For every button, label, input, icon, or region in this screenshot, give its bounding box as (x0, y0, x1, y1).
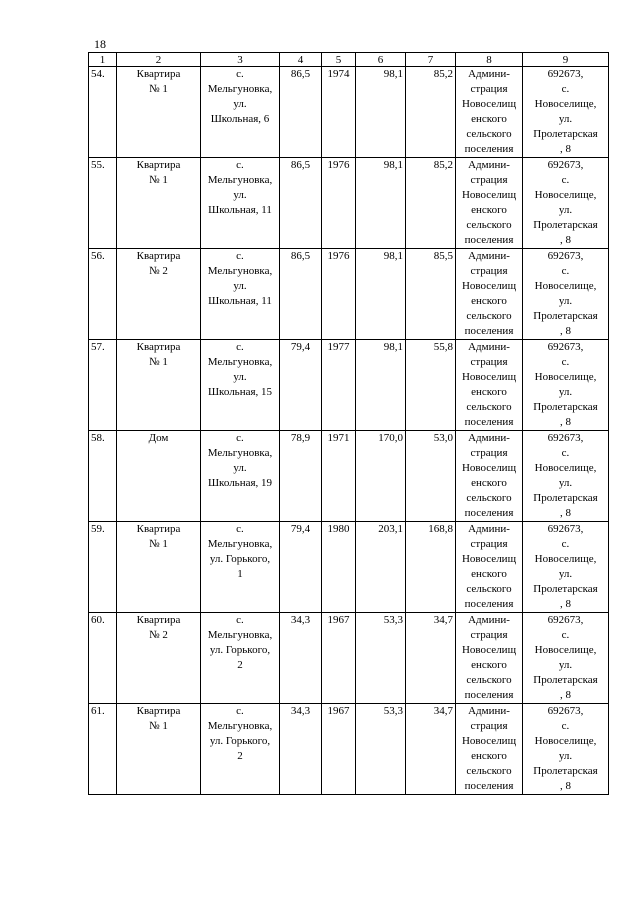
column-number-3: 3 (201, 53, 280, 67)
table-body (89, 53, 609, 795)
cost-value: 170,0 (356, 431, 406, 522)
owner-name: Админи- страция Новоселищ енского сельского поселения (456, 431, 523, 522)
object-address: с. Мельгуновка, ул. Школьная, 15 (201, 340, 280, 431)
table-row (89, 522, 609, 613)
object-name: Квартира № 1 (117, 340, 201, 431)
owner-address: 692673, с. Новоселище, ул. Пролетарская , 8 (523, 249, 609, 340)
column-number-1: 1 (89, 53, 117, 67)
object-name: Квартира № 2 (117, 249, 201, 340)
owner-name: Админи- страция Новоселищ енского сельского поселения (456, 522, 523, 613)
cost-value: 98,1 (356, 340, 406, 431)
owner-name: Админи- страция Новоселищ енского сельского поселения (456, 340, 523, 431)
owner-address: 692673, с. Новоселище, ул. Пролетарская , 8 (523, 522, 609, 613)
area-value: 34,3 (280, 704, 322, 795)
row-number: 56. (89, 249, 117, 340)
object-address: с. Мельгуновка, ул. Школьная, 19 (201, 431, 280, 522)
row-number: 54. (89, 67, 117, 158)
object-address: с. Мельгуновка, ул. Школьная, 6 (201, 67, 280, 158)
residual-value: 168,8 (406, 522, 456, 613)
row-number: 61. (89, 704, 117, 795)
area-value: 79,4 (280, 340, 322, 431)
object-address: с. Мельгуновка, ул. Школьная, 11 (201, 158, 280, 249)
object-address: с. Мельгуновка, ул. Горького, 1 (201, 522, 280, 613)
column-number-2: 2 (117, 53, 201, 67)
cost-value: 53,3 (356, 613, 406, 704)
area-value: 86,5 (280, 67, 322, 158)
column-number-5: 5 (322, 53, 356, 67)
row-number: 57. (89, 340, 117, 431)
table-row (89, 613, 609, 704)
year-value: 1980 (322, 522, 356, 613)
area-value: 86,5 (280, 158, 322, 249)
table-header-row (89, 53, 609, 67)
table-row (89, 67, 609, 158)
year-value: 1967 (322, 613, 356, 704)
row-number: 59. (89, 522, 117, 613)
owner-name: Админи- страция Новоселищ енского сельского поселения (456, 613, 523, 704)
owner-address: 692673, с. Новоселище, ул. Пролетарская , 8 (523, 158, 609, 249)
object-address: с. Мельгуновка, ул. Горького, 2 (201, 613, 280, 704)
column-number-7: 7 (406, 53, 456, 67)
object-address: с. Мельгуновка, ул. Горького, 2 (201, 704, 280, 795)
object-name: Квартира № 1 (117, 522, 201, 613)
owner-address: 692673, с. Новоселище, ул. Пролетарская , 8 (523, 340, 609, 431)
row-number: 60. (89, 613, 117, 704)
cost-value: 98,1 (356, 249, 406, 340)
table-row (89, 158, 609, 249)
year-value: 1967 (322, 704, 356, 795)
area-value: 79,4 (280, 522, 322, 613)
year-value: 1976 (322, 158, 356, 249)
property-registry-table (88, 52, 609, 795)
year-value: 1971 (322, 431, 356, 522)
object-name: Квартира № 1 (117, 67, 201, 158)
area-value: 34,3 (280, 613, 322, 704)
table-row (89, 249, 609, 340)
year-value: 1974 (322, 67, 356, 158)
object-name: Квартира № 2 (117, 613, 201, 704)
owner-name: Админи- страция Новоселищ енского сельского поселения (456, 249, 523, 340)
residual-value: 85,5 (406, 249, 456, 340)
column-number-6: 6 (356, 53, 406, 67)
object-name: Квартира № 1 (117, 704, 201, 795)
page-number: 18 (94, 37, 106, 51)
table-row (89, 704, 609, 795)
owner-name: Админи- страция Новоселищ енского сельского поселения (456, 67, 523, 158)
row-number: 58. (89, 431, 117, 522)
cost-value: 53,3 (356, 704, 406, 795)
object-name: Квартира № 1 (117, 158, 201, 249)
owner-address: 692673, с. Новоселище, ул. Пролетарская , 8 (523, 431, 609, 522)
cost-value: 98,1 (356, 158, 406, 249)
residual-value: 53,0 (406, 431, 456, 522)
table-row (89, 340, 609, 431)
object-name: Дом (117, 431, 201, 522)
table-row (89, 431, 609, 522)
owner-address: 692673, с. Новоселище, ул. Пролетарская , 8 (523, 613, 609, 704)
column-number-9: 9 (523, 53, 609, 67)
area-value: 86,5 (280, 249, 322, 340)
year-value: 1977 (322, 340, 356, 431)
column-number-8: 8 (456, 53, 523, 67)
cost-value: 203,1 (356, 522, 406, 613)
owner-name: Админи- страция Новоселищ енского сельского поселения (456, 704, 523, 795)
residual-value: 55,8 (406, 340, 456, 431)
cost-value: 98,1 (356, 67, 406, 158)
owner-name: Админи- страция Новоселищ енского сельского поселения (456, 158, 523, 249)
column-number-4: 4 (280, 53, 322, 67)
residual-value: 85,2 (406, 158, 456, 249)
residual-value: 34,7 (406, 613, 456, 704)
row-number: 55. (89, 158, 117, 249)
owner-address: 692673, с. Новоселище, ул. Пролетарская , 8 (523, 67, 609, 158)
residual-value: 85,2 (406, 67, 456, 158)
year-value: 1976 (322, 249, 356, 340)
object-address: с. Мельгуновка, ул. Школьная, 11 (201, 249, 280, 340)
residual-value: 34,7 (406, 704, 456, 795)
area-value: 78,9 (280, 431, 322, 522)
owner-address: 692673, с. Новоселище, ул. Пролетарская , 8 (523, 704, 609, 795)
